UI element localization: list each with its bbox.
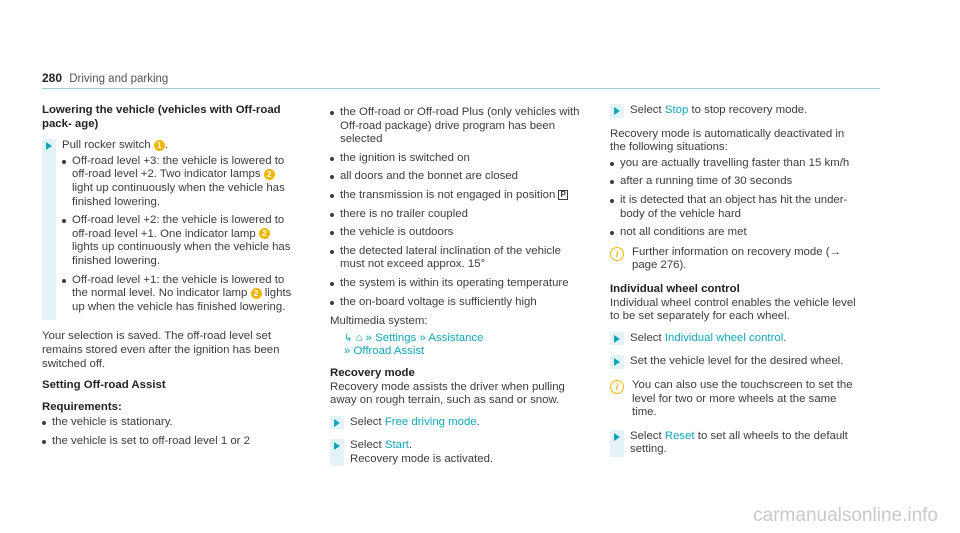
requirements-list-continued [330, 106, 580, 309]
list-item: the transmission is not engaged in position P [330, 189, 580, 203]
list-item: Off-road level +2: the vehicle is lowered to off-road level +1. One indicator lamp 2 lights up continuously when the vehicle has finished lowering. [62, 214, 292, 268]
badge-2-icon: 2 [264, 169, 275, 180]
list-item: the detected lateral inclination of the vehicle must not exceed approx. 15° [330, 245, 580, 272]
step-start: Select Start. Recovery mode is activated. [330, 439, 580, 466]
situations-list [610, 157, 860, 240]
heading-recovery: Recovery mode [330, 366, 415, 379]
park-position-icon: P [560, 189, 566, 199]
step-arrow-icon [614, 335, 620, 343]
free-driving-mode-label: Free driving mode [384, 415, 477, 428]
requirements-heading: Requirements: [42, 400, 122, 413]
menu-assistance: Assistance [428, 331, 484, 344]
step-set-level: Set the vehicle level for the desired wheel. [610, 355, 860, 369]
start-label: Start [384, 439, 409, 452]
column-2 [330, 104, 580, 476]
list-item: it is detected that an object has hit the under- body of the vehicle hard [610, 194, 860, 221]
step-arrow-icon [614, 358, 620, 366]
list-item: Off-road level +3: the vehicle is lowered to off-road level +2. Two indicator lamps 2 light up continuously when the vehicle has finished lowering. [62, 155, 292, 209]
chevron-right-icon: » [419, 331, 426, 344]
list-item: the Off-road or Off-road Plus (only vehicles with Off-road package) drive program has been selected [330, 106, 580, 147]
step-arrow-icon [614, 107, 620, 115]
step-arrow-icon [334, 419, 340, 427]
list-item: all doors and the bonnet are closed [330, 170, 580, 184]
badge-2-icon: 2 [259, 228, 270, 239]
watermark: carmanualsonline.info [753, 505, 938, 527]
badge-2-icon: 2 [251, 288, 262, 299]
column-1 [42, 104, 292, 454]
step-free-driving: Select Free driving mode. [330, 416, 580, 430]
list-item: the on-board voltage is sufficiently high [330, 296, 580, 310]
page-header [42, 72, 880, 89]
step-stop: Select Stop to stop recovery mode. [610, 104, 860, 118]
step-reset: Select Reset to set all wheels to the default setting. [610, 430, 860, 457]
step-arrow-icon [46, 142, 52, 150]
requirements-list [42, 416, 292, 448]
list-item: the system is within its operating temperature [330, 277, 580, 291]
list-item: the vehicle is stationary. [42, 416, 292, 430]
step-pull-switch: Pull rocker switch 1 . Off-road level +3: the vehicle is lowered to off-road level +2. Two indicator lamps 2 light up continuously when the vehicle has finished lowering. Off-road level +2: the vehicle is lowered to off-road level +1. One indicator lamp 2 lights up continuously when the vehicle has finished lowering. Off-road level +1: the vehicle is lowered to the normal level. No indicator lamp 2 lights up when the vehicle has finished lowering. [42, 139, 292, 320]
list-item: after a running time of 30 seconds [610, 175, 860, 189]
individual-wheel-control-label: Individual wheel control [664, 331, 784, 344]
step-individual-wheel: Select Individual wheel control. [610, 332, 860, 346]
home-icon: ⌂ [355, 331, 363, 344]
list-item: you are actually travelling faster than 15 km/h [610, 157, 860, 171]
saved-text: Your selection is saved. The off-road level set remains stored even after the ignition has been switched off. [42, 330, 280, 370]
page-number: 280 [42, 71, 63, 85]
step-arrow-icon [614, 433, 620, 441]
stop-label: Stop [664, 104, 689, 116]
list-item: not all conditions are met [610, 226, 860, 240]
lowering-list [62, 155, 292, 315]
menu-offroad-assist: Offroad Assist [353, 345, 425, 358]
multimedia-label: Multimedia system: [330, 315, 428, 328]
step-bar [42, 139, 56, 320]
badge-1-icon: 1 [154, 140, 165, 151]
wheel-text: Individual wheel control enables the vehicle level to be set separately for each wheel. [610, 296, 856, 323]
list-item: the vehicle is outdoors [330, 226, 580, 240]
deactivation-text: Recovery mode is automatically deactivated in the following situations: [610, 127, 845, 154]
section-title: Driving and parking [69, 73, 169, 85]
reset-label: Reset [664, 429, 695, 442]
chevron-right-icon: » [344, 345, 351, 358]
column-3 [610, 104, 860, 467]
heading-lowering: Lowering the vehicle (vehicles with Off-road pack- age) [42, 104, 281, 130]
info-note-2: i You can also use the touchscreen to set the level for two or more wheels at the same time. [610, 379, 860, 420]
recovery-text: Recovery mode assists the driver when pulling away on rough terrain, such as sand or snow. [330, 380, 565, 407]
list-item: the vehicle is set to off-road level 1 or 2 [42, 435, 292, 449]
heading-setting-offroad: Setting Off-road Assist [42, 379, 166, 392]
info-icon: i [610, 247, 624, 261]
menu-path [344, 332, 580, 359]
heading-individual-wheel: Individual wheel control [610, 282, 740, 295]
info-icon: i [610, 380, 624, 394]
list-item: there is no trailer coupled [330, 208, 580, 222]
menu-path-arrow-icon: ↳ [344, 332, 353, 344]
list-item: the ignition is switched on [330, 152, 580, 166]
chevron-right-icon: » [365, 331, 372, 344]
step-arrow-icon [334, 442, 340, 450]
menu-settings: Settings [375, 331, 417, 344]
list-item: Off-road level +1: the vehicle is lowered to the normal level. No indicator lamp 2 lights up when the vehicle has finished lowering. [62, 274, 292, 315]
info-note-1: i Further information on recovery mode (→ page 276). [610, 246, 860, 273]
